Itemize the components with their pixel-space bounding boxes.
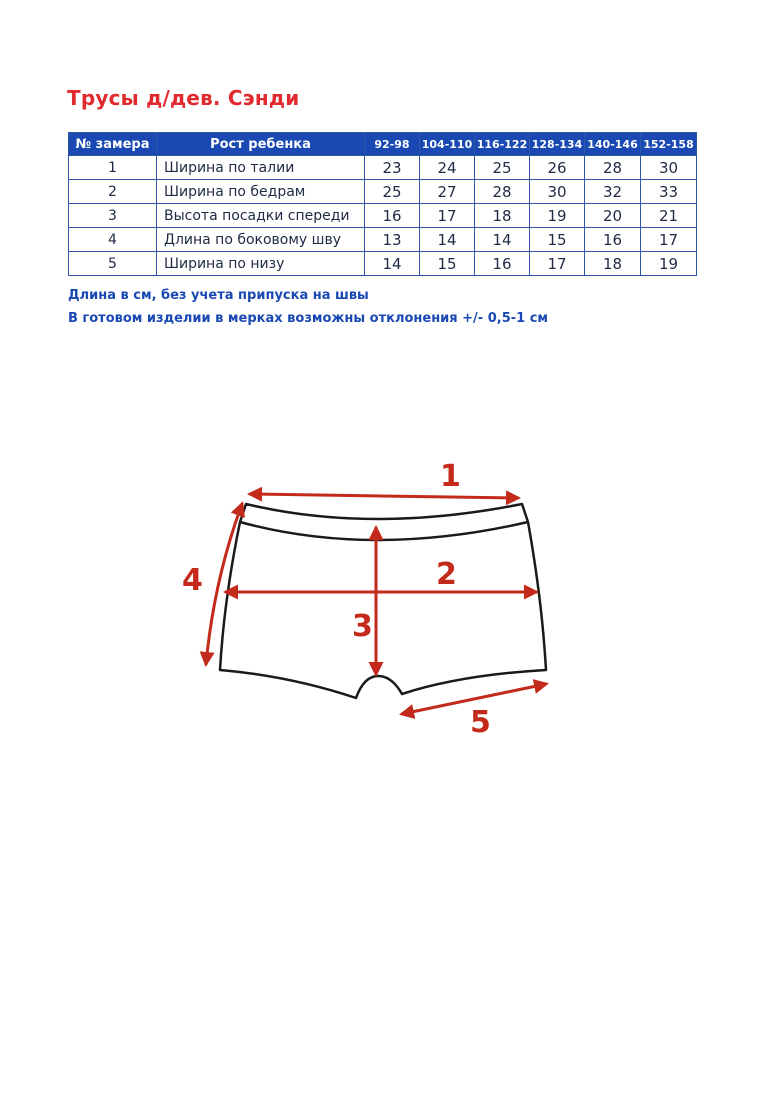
measure-value: 14 (365, 252, 420, 276)
size-table (68, 132, 697, 276)
header-size: 104-110 (420, 133, 475, 156)
measure-value: 14 (420, 228, 475, 252)
measure-name: Высота посадки спереди (157, 204, 365, 228)
arrow-1-waist (250, 494, 518, 498)
measure-value: 32 (585, 180, 641, 204)
measure-value: 23 (365, 156, 420, 180)
measure-value: 19 (530, 204, 585, 228)
measure-value: 33 (641, 180, 697, 204)
shorts-outline (220, 504, 546, 698)
note-units: Длина в см, без учета припуска на швы (68, 288, 369, 303)
header-child-height: Рост ребенка (157, 133, 365, 156)
measure-no: 1 (69, 156, 157, 180)
header-size: 116-122 (475, 133, 530, 156)
shorts-body (220, 504, 546, 698)
label-4: 4 (182, 563, 203, 598)
measure-value: 18 (475, 204, 530, 228)
header-size: 92-98 (365, 133, 420, 156)
measure-value: 27 (420, 180, 475, 204)
table-header-row (69, 133, 697, 156)
measure-value: 19 (641, 252, 697, 276)
measure-name: Ширина по бедрам (157, 180, 365, 204)
table-row (69, 156, 697, 180)
table-row (69, 204, 697, 228)
label-5: 5 (470, 705, 491, 740)
measure-value: 17 (530, 252, 585, 276)
measure-name: Ширина по талии (157, 156, 365, 180)
label-1: 1 (440, 459, 461, 494)
measure-value: 28 (585, 156, 641, 180)
table-row (69, 228, 697, 252)
measure-no: 5 (69, 252, 157, 276)
measure-value: 28 (475, 180, 530, 204)
measure-no: 2 (69, 180, 157, 204)
measure-value: 13 (365, 228, 420, 252)
measure-name: Длина по боковому шву (157, 228, 365, 252)
measure-value: 26 (530, 156, 585, 180)
header-size: 152-158 (641, 133, 697, 156)
measure-no: 4 (69, 228, 157, 252)
measure-value: 16 (475, 252, 530, 276)
measure-name: Ширина по низу (157, 252, 365, 276)
measure-value: 24 (420, 156, 475, 180)
label-2: 2 (436, 557, 457, 592)
table-row (69, 252, 697, 276)
measure-no: 3 (69, 204, 157, 228)
measure-value: 17 (420, 204, 475, 228)
note-tolerance: В готовом изделии в мерках возможны отклонения +/- 0,5-1 см (68, 311, 549, 326)
measure-value: 25 (365, 180, 420, 204)
measure-value: 21 (641, 204, 697, 228)
measure-value: 18 (585, 252, 641, 276)
measure-value: 30 (641, 156, 697, 180)
measure-value: 15 (420, 252, 475, 276)
header-measure-no: № замера (69, 133, 157, 156)
header-size: 140-146 (585, 133, 641, 156)
garment-diagram (170, 450, 590, 750)
measure-value: 16 (365, 204, 420, 228)
measure-value: 15 (530, 228, 585, 252)
page-title: Трусы д/дев. Сэнди (67, 86, 300, 110)
measure-value: 25 (475, 156, 530, 180)
measure-value: 16 (585, 228, 641, 252)
measure-value: 30 (530, 180, 585, 204)
measure-value: 17 (641, 228, 697, 252)
measure-value: 20 (585, 204, 641, 228)
table-row (69, 180, 697, 204)
header-size: 128-134 (530, 133, 585, 156)
label-3: 3 (352, 609, 373, 644)
measure-value: 14 (475, 228, 530, 252)
